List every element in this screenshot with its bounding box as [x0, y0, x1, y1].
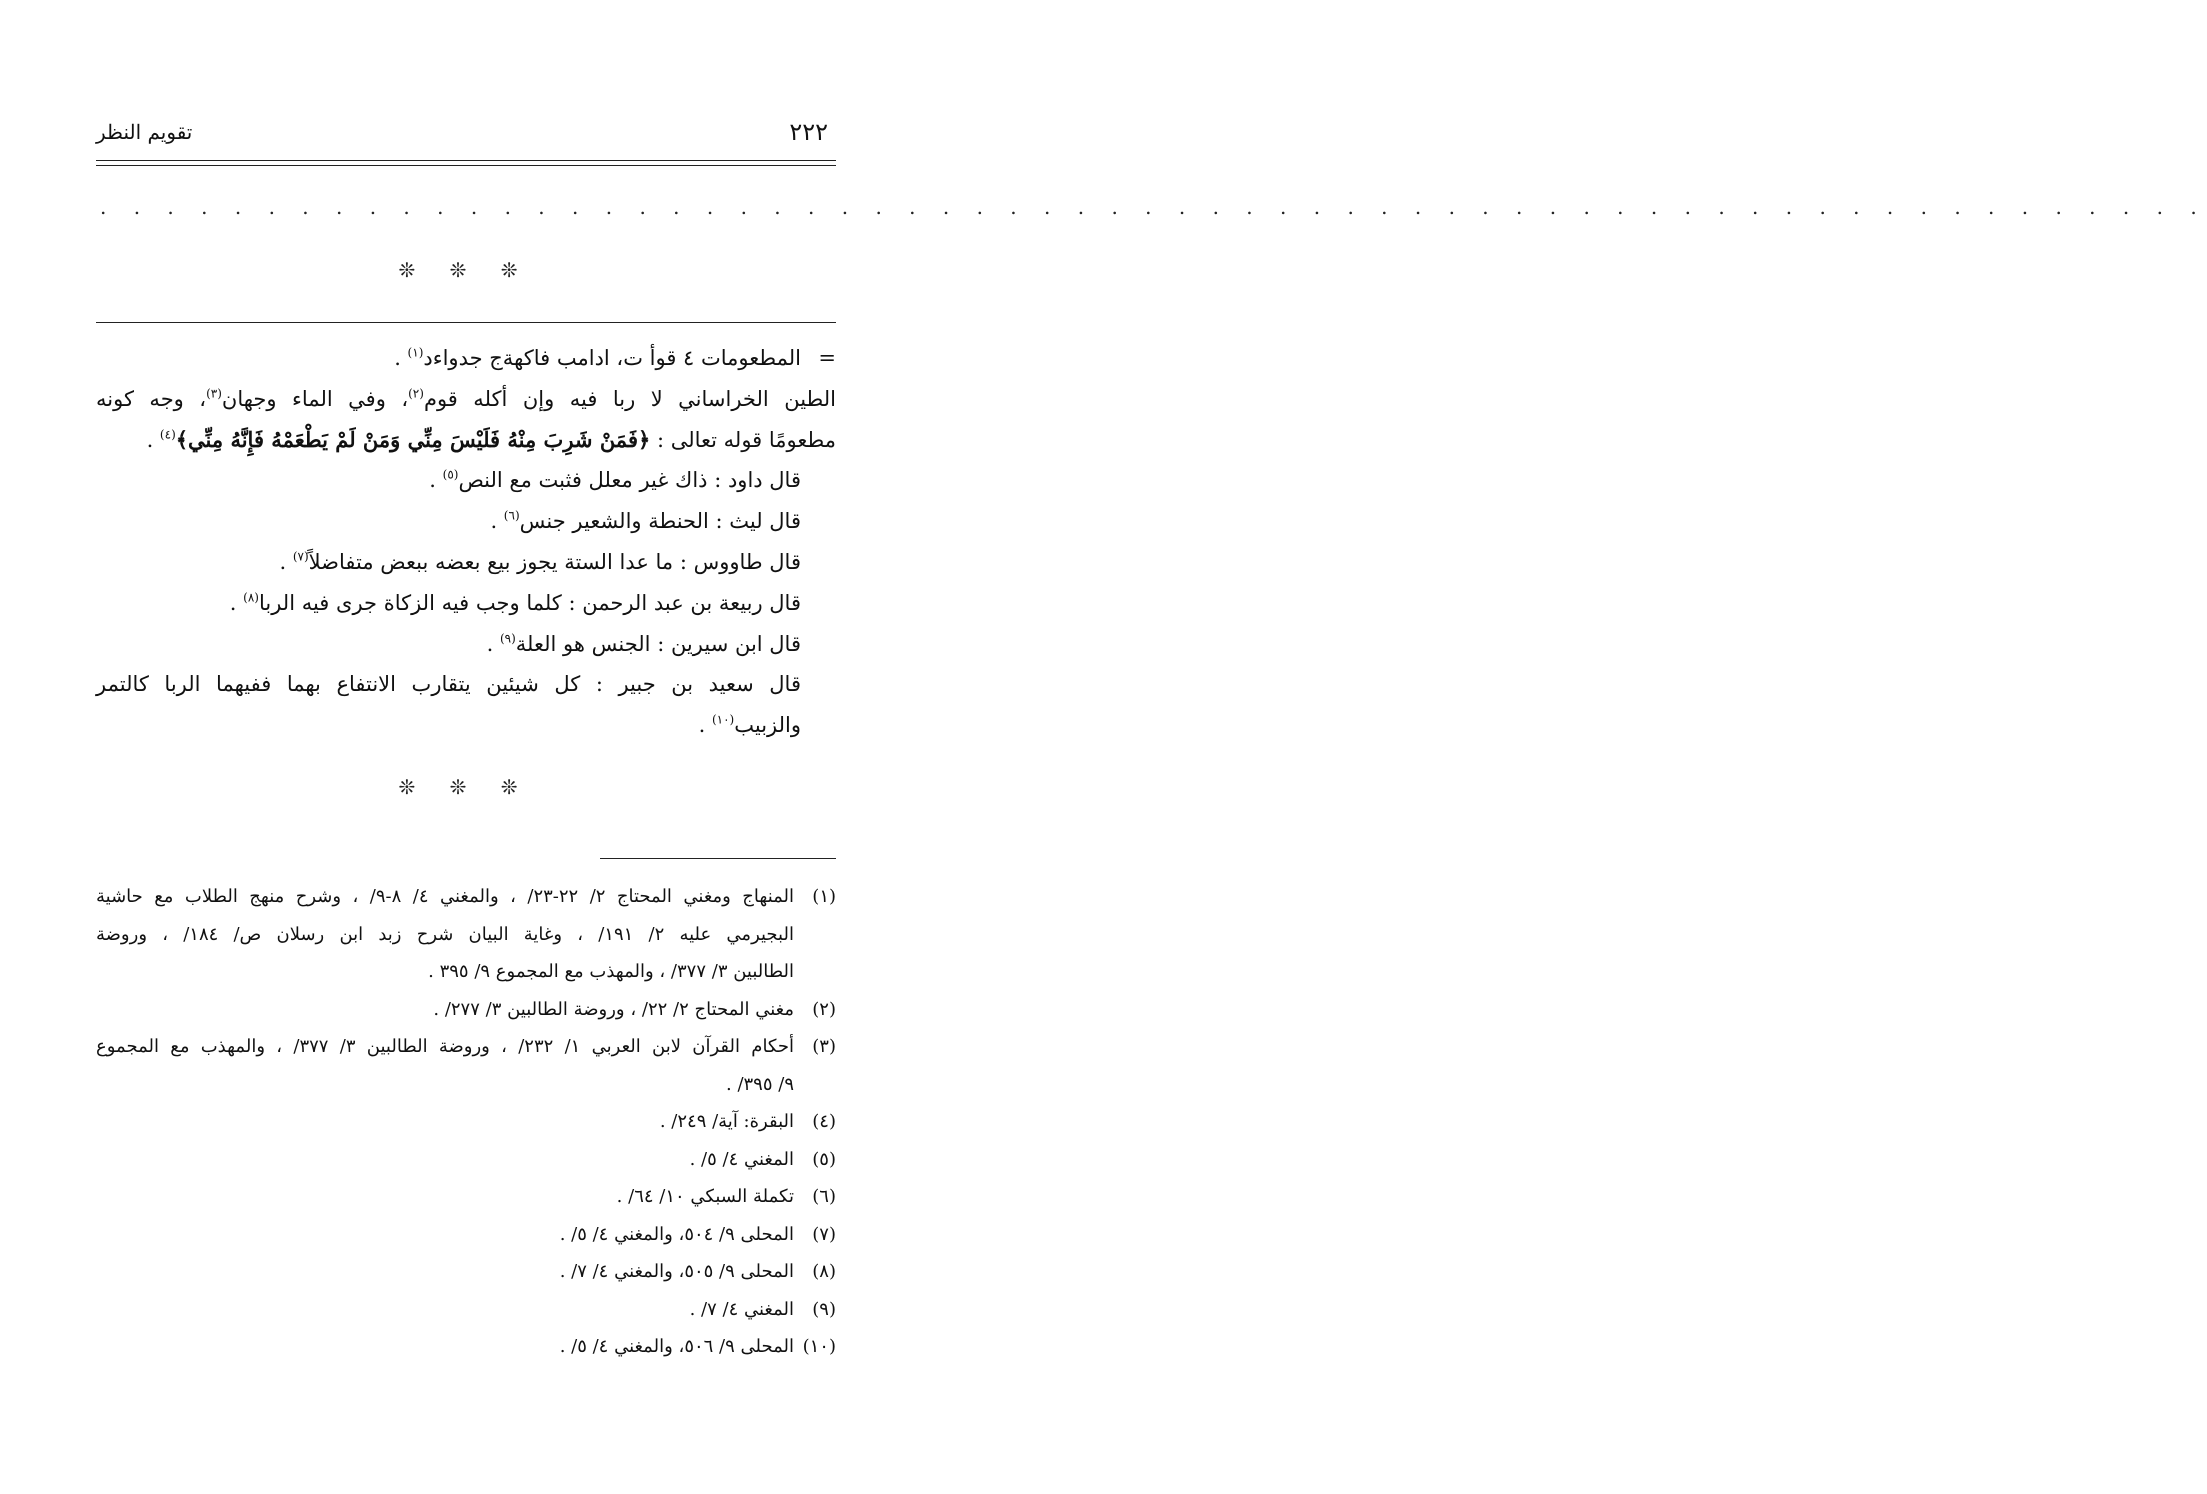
- text-line: =المطعومات ٤ قوأ ت، ادامب فاكهةج جدواءد$^{(١)}$ .: [96, 338, 836, 379]
- footnote-number: (٥): [812, 1148, 836, 1170]
- text-line: قال ابن سيرين : الجنس هو العلة$^{(٩)}$ .: [486, 631, 801, 656]
- asterism-bottom: ❊ ❊ ❊: [398, 775, 532, 799]
- book-title: تقويم النظر: [96, 120, 193, 144]
- text-line: الطين الخراساني لا ربا فيه وإن أكله قوم$^{(٢)}$، وفي الماء وجهان$^{(٣)}$، وجه كونه: [96, 386, 836, 411]
- footnote-line: (٣)أحكام القرآن لابن العربي ١/ ٢٣٢/ ، وروضة الطالبين ٣/ ٣٧٧/ ، والمهذب مع المجموع: [96, 1028, 836, 1066]
- footnote-line: (٤)البقرة: آية/ ٢٤٩/ .: [96, 1103, 836, 1141]
- quran-verse: ﴿فَمَنْ شَرِبَ مِنْهُ فَلَيْسَ مِنِّي وَمَنْ لَمْ يَطْعَمْهُ فَإِنَّهُ مِنِّي﴾: [175, 426, 651, 452]
- section-rule: [96, 322, 836, 323]
- footnote-number: (١): [812, 886, 837, 907]
- footnote-number: (١٠): [802, 1336, 836, 1357]
- footnote-line: ٩/ ٣٩٥/ .: [726, 1073, 794, 1095]
- footnote-number: (٤): [812, 1111, 836, 1132]
- footnote-number: (٩): [812, 1298, 836, 1320]
- footnote-line: الطالبين ٣/ ٣٧٧/ ، والمهذب مع المجموع ٩/ ٣٩٥ .: [428, 961, 794, 982]
- text-line: قال ليث : الحنطة والشعير جنس$^{(٦)}$ .: [490, 508, 801, 534]
- header-rule: [96, 160, 836, 166]
- running-header: [96, 118, 836, 152]
- footnote-number: (٨): [812, 1261, 836, 1282]
- text-line: قال سعيد بن جبير : كل شيئين يتقارب الانتفاع بهما ففيهما الربا كالتمر: [96, 672, 801, 697]
- footnote-number: (٣): [812, 1036, 836, 1057]
- text-line: قال طاووس : ما عدا الستة يجوز بيع بعضه ببعض متفاضلاً$^{(٧)}$ .: [279, 549, 801, 574]
- footnote-line: (١٠)المحلى ٩/ ٥٠٦، والمغني ٤/ ٥/ .: [96, 1328, 836, 1366]
- text-line: قال داود : ذاك غير معلل فثبت مع النص$^{(٥)}$ .: [429, 468, 801, 493]
- text-line: قال ربيعة بن عبد الرحمن : كلما وجب فيه الزكاة جرى فيه الربا$^{(٨)}$ .: [229, 590, 801, 615]
- footnote-line: (٧)المحلى ٩/ ٥٠٤، والمغني ٤/ ٥/ .: [96, 1216, 836, 1254]
- footnote-number: (٧): [812, 1223, 836, 1245]
- footnote-line: (٨)المحلى ٩/ ٥٠٥، والمغني ٤/ ٧/ .: [96, 1253, 836, 1291]
- main-text: [96, 338, 836, 746]
- asterism-top: ❊ ❊ ❊: [398, 258, 532, 282]
- page-number: ٢٢٢: [789, 118, 828, 146]
- dotted-separator: . . . . . . . . . . . . . . . . . . . . . . . . . . . . . . . . . . . . . . . . . . . . . . . . . . . . . . . . . . . . . . .: [100, 195, 2207, 219]
- continuation-marker: =: [818, 346, 836, 370]
- footnote-line: (٥)المغني ٤/ ٥/ .: [96, 1141, 836, 1179]
- footnote-line: (٢)مغني المحتاج ٢/ ٢٢/ ، وروضة الطالبين ٣/ ٢٧٧/ .: [96, 991, 836, 1029]
- footnotes: [96, 878, 836, 1366]
- footnote-line: (٦)تكملة السبكي ١٠/ ٦٤/ .: [96, 1178, 836, 1216]
- footnote-rule: [600, 858, 836, 859]
- text-line: مطعومًا قوله تعالى : ﴿فَمَنْ شَرِبَ مِنْهُ فَلَيْسَ مِنِّي وَمَنْ لَمْ يَطْعَمْهُ فَإِنَّهُ مِنِّي﴾$^{(٤)}$ .: [146, 426, 836, 452]
- footnote-line: البجيرمي عليه ٢/ ١٩١/ ، وغاية البيان شرح زبد ابن رسلان ص/ ١٨٤/ ، وروضة: [96, 923, 794, 945]
- footnote-number: (٢): [812, 998, 836, 1020]
- footnote-line: (١)المنهاج ومغني المحتاج ٢/ ٢٢-٢٣/ ، والمغني ٤/ ٨-٩/ ، وشرح منهج الطلاب مع حاشية: [96, 878, 836, 916]
- text-line: والزبيب$^{(١٠)}$ .: [698, 712, 801, 738]
- footnote-line: (٩)المغني ٤/ ٧/ .: [96, 1291, 836, 1329]
- footnote-number: (٦): [812, 1186, 836, 1207]
